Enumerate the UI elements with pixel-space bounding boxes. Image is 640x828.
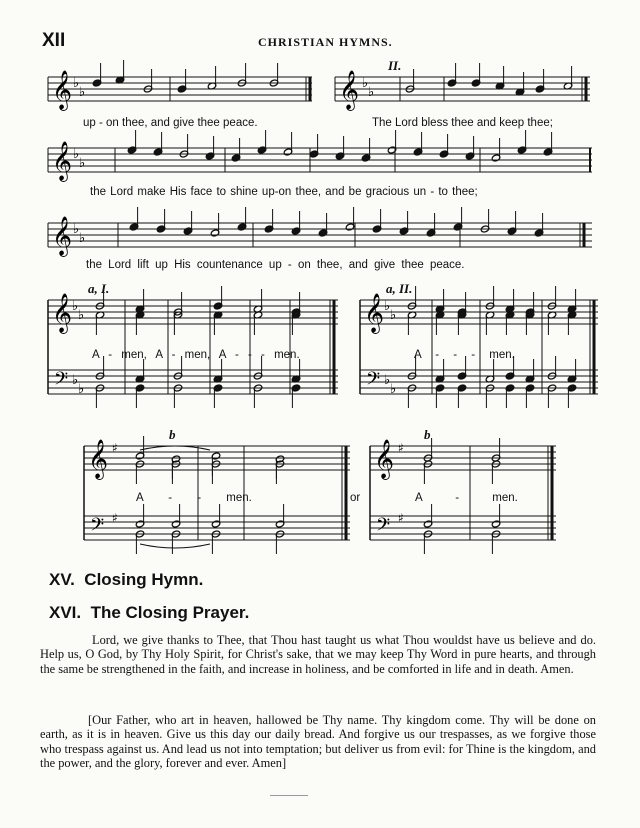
prayer-text-1: Lord, we give thanks to Thee, that Thou hast taught us what Thou wouldst have us believe and do. Help us, O God, by Thy Holy Spirit, for Christ's sake, that we may keep Thy Word in pure hearts, and through the same be strengthened in the faith, and increase in holiness, and be comforted in life and in death. Amen. [40, 633, 596, 676]
amen-a2-label: a, II. [386, 281, 413, 296]
amen-a2-lyrics: A - - - men. [414, 349, 515, 361]
prayer-paragraph-1 [40, 633, 596, 676]
flat-icon: ♭ [390, 382, 397, 397]
bass-clef-icon: 𝄢 [54, 369, 69, 394]
sharp-icon: ♯ [112, 511, 118, 525]
running-title: CHRISTIAN HYMNS. [258, 35, 393, 49]
bass-clef-icon: 𝄢 [376, 515, 391, 540]
page-number: XII [42, 30, 66, 51]
treble-clef-icon: 𝄞 [52, 70, 73, 110]
sharp-icon: ♯ [112, 441, 118, 455]
flat-icon: ♭ [79, 156, 86, 171]
amen-b1-lyrics: A - - men. [136, 492, 252, 504]
treble-clef-icon: 𝄞 [88, 439, 109, 479]
section-label-ii: II. [388, 58, 402, 73]
treble-clef-icon: 𝄞 [52, 293, 73, 333]
section-xvi-title: The Closing Prayer. [90, 603, 250, 622]
footer-rule [270, 795, 308, 796]
section-xvi-heading [49, 603, 249, 623]
amen-a1-lyrics: A - men, A - men, A - - - men. [92, 349, 300, 361]
treble-clef-icon: 𝄞 [364, 293, 385, 333]
flat-icon: ♭ [79, 85, 86, 100]
amen-a1-label: a, I. [88, 281, 110, 296]
flat-icon: ♭ [362, 76, 369, 91]
prayer-paragraph-2 [40, 713, 596, 771]
section-xv-title: Closing Hymn. [84, 570, 204, 589]
amen-b1-label: b [169, 427, 176, 442]
bass-clef-icon: 𝄢 [366, 369, 381, 394]
treble-clef-icon: 𝄞 [374, 439, 395, 479]
flat-icon: ♭ [73, 147, 80, 162]
prayer-text-2: [Our Father, who art in heaven, hallowed be Thy name. Thy kingdom come. Thy will be done on earth, as it is in heaven. Give us this day our daily bread. And forgive us our trespasses, as we forgive those who trespass against us. And lead us not into temptation; but deliver us from evil: for Thine is the kingdom, and the power, and the glory, forever and ever. Amen] [40, 713, 596, 771]
line2-lyrics: the Lord make His face to shine up-on thee, and be gracious un - to thee; [90, 186, 478, 198]
line1-lyrics-left: up - on thee, and give thee peace. [83, 117, 258, 129]
tie-slur [140, 544, 210, 548]
section-xvi-number: XVI. [49, 603, 82, 622]
flat-icon: ♭ [390, 308, 397, 323]
treble-clef-icon: 𝄞 [339, 70, 360, 110]
flat-icon: ♭ [78, 382, 85, 397]
section-xv-number: XV. [49, 570, 75, 589]
sharp-icon: ♯ [398, 511, 404, 525]
flat-icon: ♭ [78, 308, 85, 323]
section-xv-heading [49, 570, 203, 590]
treble-clef-icon: 𝄞 [52, 216, 73, 256]
flat-icon: ♭ [73, 222, 80, 237]
amen-b2-lyrics: A - men. [415, 492, 518, 504]
tie-slur [140, 446, 210, 450]
line3-lyrics: the Lord lift up His countenance up - on thee, and give thee peace. [86, 259, 465, 271]
or-text: or [350, 492, 361, 504]
flat-icon: ♭ [73, 76, 80, 91]
flat-icon: ♭ [384, 299, 391, 314]
amen-b2-label: b [424, 427, 431, 442]
flat-icon: ♭ [368, 85, 375, 100]
bass-clef-icon: 𝄢 [90, 515, 105, 540]
sharp-icon: ♯ [398, 441, 404, 455]
flat-icon: ♭ [79, 231, 86, 246]
line1-lyrics-right: The Lord bless thee and keep thee; [372, 117, 553, 129]
treble-clef-icon: 𝄞 [52, 141, 73, 181]
flat-icon: ♭ [72, 373, 79, 388]
flat-icon: ♭ [384, 373, 391, 388]
flat-icon: ♭ [72, 299, 79, 314]
